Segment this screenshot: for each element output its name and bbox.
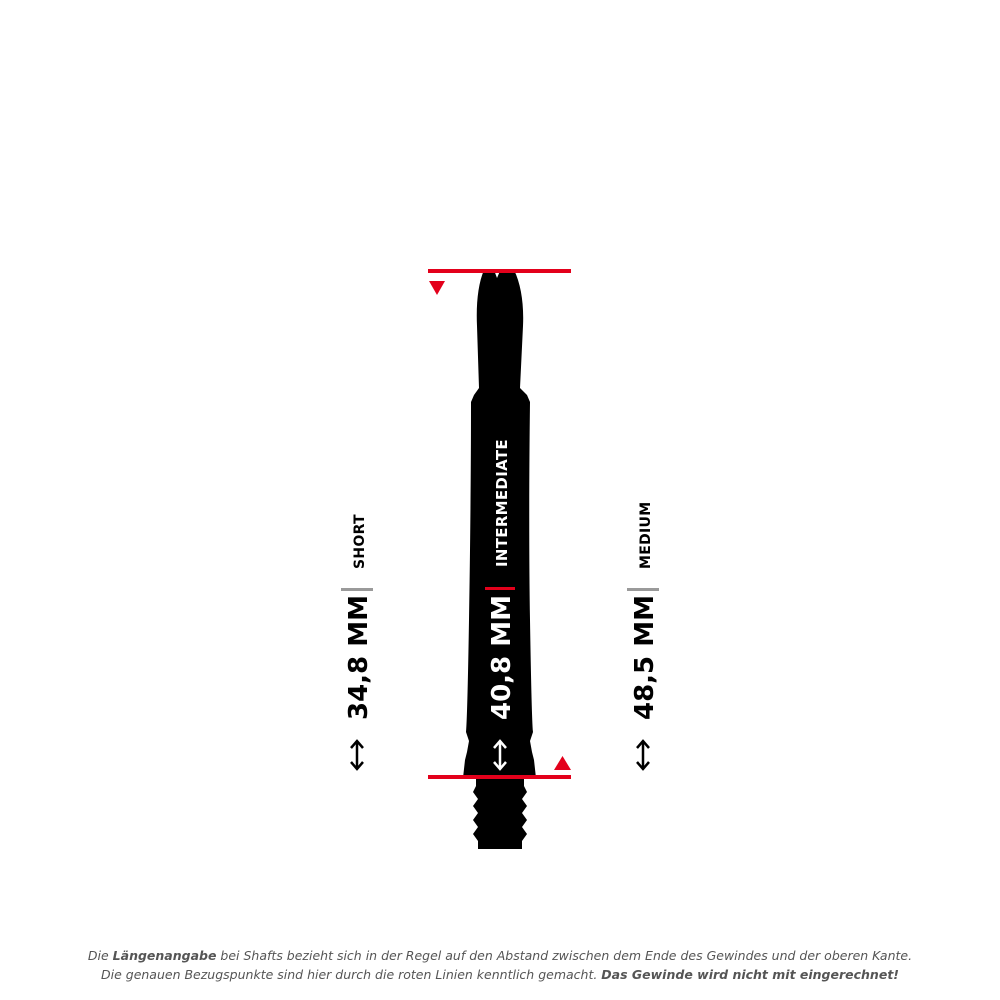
intermediate-separator: [485, 587, 515, 590]
medium-length: 48,5 MM: [630, 595, 660, 720]
shaft-thread: [473, 778, 527, 849]
footnote-line-1-suffix: bei Shafts bezieht sich in der Regel auf den Abstand zwischen dem Ende des Gewindes und der oberen Kante.: [216, 948, 913, 963]
footnote-line-2-bold: Das Gewinde wird nicht mit eingerechnet!: [601, 967, 899, 982]
footnote-line-1-bold: Längenangabe: [112, 948, 217, 963]
top-reference-line: [428, 269, 571, 273]
footnote: [20, 946, 980, 984]
short-length: 34,8 MM: [344, 595, 374, 720]
red-triangle-down-icon: [429, 281, 445, 295]
footnote-line-2: [20, 965, 980, 984]
double-headed-vertical-arrow-icon: [351, 741, 363, 769]
intermediate-label: INTERMEDIATE: [493, 439, 511, 567]
red-triangle-up-icon: [554, 756, 571, 770]
bottom-reference-line: [428, 775, 571, 779]
intermediate-length: 40,8 MM: [487, 595, 517, 720]
medium-label: MEDIUM: [638, 501, 654, 569]
double-headed-vertical-arrow-icon: [637, 741, 649, 769]
footnote-line-1: [20, 946, 980, 965]
medium-label-group: [627, 502, 660, 769]
short-label: SHORT: [352, 514, 368, 569]
medium-separator: [627, 588, 659, 591]
footnote-line-1-prefix: Die: [87, 948, 113, 963]
short-separator: [341, 588, 373, 591]
footnote-line-2-prefix: Die genauen Bezugspunkte sind hier durch die roten Linien kenntlich gemacht.: [101, 967, 602, 982]
short-label-group: [341, 514, 374, 769]
